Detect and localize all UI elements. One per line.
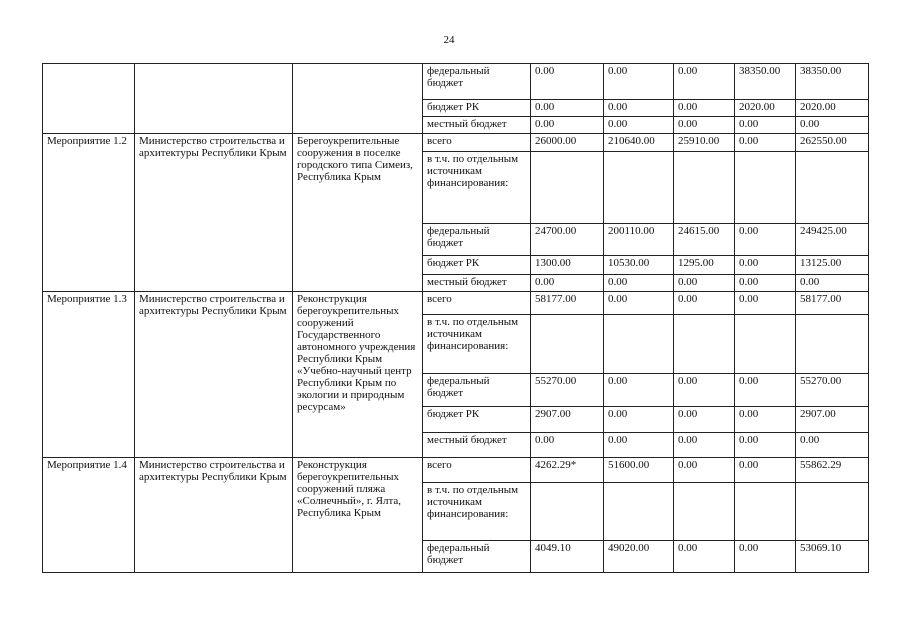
amount-cell: 0.00: [531, 433, 604, 458]
amount-cell: [796, 315, 869, 374]
funding-source: в т.ч. по отдельным источникам финансирования:: [423, 483, 531, 541]
amount-cell: 49020.00: [604, 541, 674, 573]
amount-cell: 55270.00: [531, 374, 604, 407]
amount-cell: 0.00: [604, 100, 674, 117]
amount-cell: [796, 483, 869, 541]
funding-source: бюджет РК: [423, 407, 531, 433]
amount-cell: 0.00: [735, 407, 796, 433]
amount-cell: 1300.00: [531, 256, 604, 275]
amount-cell: 0.00: [674, 433, 735, 458]
funding-source: федеральный бюджет: [423, 374, 531, 407]
amount-cell: 2020.00: [796, 100, 869, 117]
amount-cell: 0.00: [674, 407, 735, 433]
amount-cell: [735, 483, 796, 541]
amount-cell: 0.00: [604, 117, 674, 134]
funding-source: федеральный бюджет: [423, 541, 531, 573]
amount-cell: 10530.00: [604, 256, 674, 275]
amount-cell: 0.00: [735, 374, 796, 407]
amount-cell: 0.00: [674, 117, 735, 134]
amount-cell: 0.00: [735, 292, 796, 315]
amount-cell: [674, 315, 735, 374]
amount-cell: 0.00: [674, 275, 735, 292]
amount-cell: 1295.00: [674, 256, 735, 275]
funding-row: [43, 292, 869, 315]
amount-cell: 38350.00: [796, 64, 869, 100]
continued-executor-cell: [135, 64, 293, 134]
amount-cell: 0.00: [735, 458, 796, 483]
amount-cell: 4049.10: [531, 541, 604, 573]
amount-cell: 0.00: [796, 275, 869, 292]
amount-cell: 0.00: [531, 117, 604, 134]
amount-cell: 200110.00: [604, 224, 674, 256]
amount-cell: 0.00: [531, 64, 604, 100]
continued-row: [43, 64, 869, 100]
measure-label: Мероприятие 1.3: [43, 292, 135, 458]
amount-cell: 53069.10: [796, 541, 869, 573]
amount-cell: 24700.00: [531, 224, 604, 256]
amount-cell: [674, 483, 735, 541]
amount-cell: 0.00: [531, 275, 604, 292]
amount-cell: 24615.00: [674, 224, 735, 256]
amount-cell: 210640.00: [604, 134, 674, 152]
amount-cell: 249425.00: [796, 224, 869, 256]
amount-cell: 55862.29: [796, 458, 869, 483]
amount-cell: 0.00: [796, 117, 869, 134]
funding-source: в т.ч. по отдельным источникам финансирования:: [423, 315, 531, 374]
amount-cell: 2907.00: [531, 407, 604, 433]
funding-source: местный бюджет: [423, 433, 531, 458]
amount-cell: [531, 483, 604, 541]
amount-cell: [796, 152, 869, 224]
amount-cell: [604, 152, 674, 224]
amount-cell: [531, 152, 604, 224]
amount-cell: 0.00: [796, 433, 869, 458]
amount-cell: 0.00: [674, 374, 735, 407]
funding-source: в т.ч. по отдельным источникам финансирования:: [423, 152, 531, 224]
amount-cell: 4262.29*: [531, 458, 604, 483]
amount-cell: 0.00: [531, 100, 604, 117]
funding-source: всего: [423, 134, 531, 152]
amount-cell: 0.00: [604, 374, 674, 407]
funding-source: местный бюджет: [423, 117, 531, 134]
amount-cell: [735, 315, 796, 374]
measure-label: Мероприятие 1.4: [43, 458, 135, 573]
page-number: 24: [443, 34, 455, 46]
funding-source: всего: [423, 292, 531, 315]
measure-object: Реконструкция берегоукрепительных сооружений пляжа «Солнечный», г. Ялта, Республика Крым: [293, 458, 423, 573]
funding-source: бюджет РК: [423, 100, 531, 117]
funding-source: всего: [423, 458, 531, 483]
funding-source: федеральный бюджет: [423, 64, 531, 100]
amount-cell: 0.00: [674, 292, 735, 315]
amount-cell: 0.00: [674, 541, 735, 573]
amount-cell: 0.00: [735, 275, 796, 292]
amount-cell: 0.00: [735, 134, 796, 152]
amount-cell: [735, 152, 796, 224]
measure-executor: Министерство строительства и архитектуры Республики Крым: [135, 292, 293, 458]
amount-cell: 0.00: [674, 100, 735, 117]
amount-cell: 38350.00: [735, 64, 796, 100]
amount-cell: 0.00: [735, 433, 796, 458]
amount-cell: 0.00: [604, 433, 674, 458]
continued-object-cell: [293, 64, 423, 134]
amount-cell: [531, 315, 604, 374]
amount-cell: 13125.00: [796, 256, 869, 275]
amount-cell: 2907.00: [796, 407, 869, 433]
amount-cell: 58177.00: [531, 292, 604, 315]
amount-cell: [604, 483, 674, 541]
measure-executor: Министерство строительства и архитектуры Республики Крым: [135, 134, 293, 292]
amount-cell: 51600.00: [604, 458, 674, 483]
measure-executor: Министерство строительства и архитектуры Республики Крым: [135, 458, 293, 573]
funding-row: [43, 458, 869, 483]
amount-cell: 0.00: [735, 117, 796, 134]
amount-cell: 25910.00: [674, 134, 735, 152]
funding-source: федеральный бюджет: [423, 224, 531, 256]
amount-cell: 0.00: [735, 224, 796, 256]
funding-source: местный бюджет: [423, 275, 531, 292]
measure-label: Мероприятие 1.2: [43, 134, 135, 292]
amount-cell: [604, 315, 674, 374]
funding-table: [42, 63, 869, 573]
amount-cell: 0.00: [604, 407, 674, 433]
amount-cell: 0.00: [604, 292, 674, 315]
amount-cell: 262550.00: [796, 134, 869, 152]
continued-label-cell: [43, 64, 135, 134]
measure-object: Реконструкция берегоукрепительных сооружений Государственного автономного учреждения Республики Крым «Учебно-научный центр Республики Крым по экологии и природным ресурсам»: [293, 292, 423, 458]
amount-cell: 0.00: [604, 64, 674, 100]
measure-object: Берегоукрепительные сооружения в поселке городского типа Симеиз, Республика Крым: [293, 134, 423, 292]
funding-row: [43, 134, 869, 152]
amount-cell: 0.00: [674, 64, 735, 100]
funding-source: бюджет РК: [423, 256, 531, 275]
amount-cell: 0.00: [735, 256, 796, 275]
amount-cell: [674, 152, 735, 224]
amount-cell: 2020.00: [735, 100, 796, 117]
amount-cell: 26000.00: [531, 134, 604, 152]
amount-cell: 55270.00: [796, 374, 869, 407]
amount-cell: 58177.00: [796, 292, 869, 315]
amount-cell: 0.00: [735, 541, 796, 573]
amount-cell: 0.00: [604, 275, 674, 292]
amount-cell: 0.00: [674, 458, 735, 483]
